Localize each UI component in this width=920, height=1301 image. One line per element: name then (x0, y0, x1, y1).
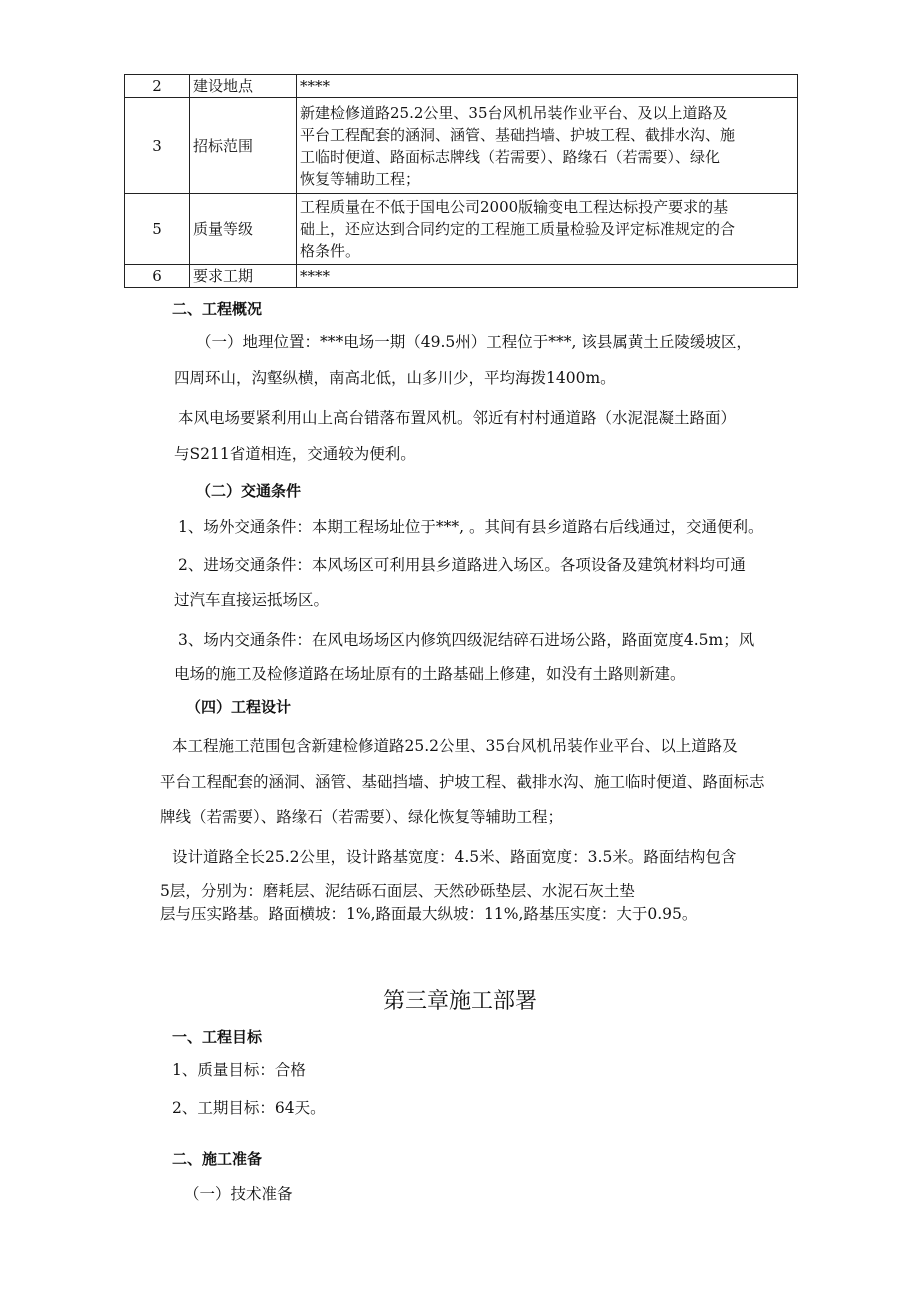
row-content: **** (297, 75, 798, 98)
paragraph-line: （一）地理位置：***电场一期（49.5州）工程位于***, 该县属黄土丘陵缓坡区， (196, 333, 752, 351)
paragraph-line: 2、进场交通条件：本风场区可利用县乡道路进入场区。各项设备及建筑材料均可通 (178, 556, 746, 574)
paragraph-line: 本工程施工范围包含新建检修道路25.2公里、35台风机吊装作业平台、以上道路及 (172, 737, 738, 755)
section-heading: 二、工程概况 (172, 300, 263, 318)
subsection-heading: （四）工程设计 (186, 698, 292, 716)
row-number: 5 (125, 194, 190, 265)
paragraph-line: 层与压实路基。路面横坡：1%,路面最大纵坡：11%,路基压实度：大于0.95。 (160, 905, 698, 923)
paragraph-line: 平台工程配套的涵洞、涵管、基础挡墙、护坡工程、截排水沟、施工临时便道、路面标志 (160, 773, 765, 791)
section-heading: 二、施工准备 (172, 1150, 263, 1168)
row-item: 要求工期 (190, 265, 297, 288)
paragraph-line: 1、场外交通条件：本期工程场址位于***, 。其间有县乡道路右后线通过，交通便利。 (178, 518, 764, 536)
row-number: 6 (125, 265, 190, 288)
project-info-table (124, 74, 798, 288)
paragraph-line: 2、工期目标：64天。 (172, 1099, 326, 1117)
row-number: 3 (125, 98, 190, 194)
row-item: 质量等级 (190, 194, 297, 265)
table-row (125, 194, 798, 265)
section-heading: 一、工程目标 (172, 1028, 263, 1046)
subsection-heading: （二）交通条件 (196, 482, 302, 500)
paragraph-line: 1、质量目标：合格 (172, 1061, 306, 1079)
row-content: **** (297, 265, 798, 288)
paragraph-line: 电场的施工及检修道路在场址原有的土路基础上修建，如没有土路则新建。 (174, 665, 686, 683)
row-content: 新建检修道路25.2公里、35台风机吊装作业平台、及以上道路及 平台工程配套的涵洞、涵管、基础挡墙、护坡工程、截排水沟、施 工临时便道、路面标志牌线（若需要）、路缘石（若需要）、绿化 恢复等辅助工程； (297, 98, 798, 194)
paragraph-line: 过汽车直接运抵场区。 (174, 591, 330, 609)
row-content: 工程质量在不低于国电公司2000版输变电工程达标投产要求的基 础上，还应达到合同约定的工程施工质量检验及评定标准规定的合 格条件。 (297, 194, 798, 265)
paragraph-line: 5层，分别为：磨耗层、泥结砾石面层、天然砂砾垫层、水泥石灰土垫 (160, 882, 635, 900)
paragraph-line: 设计道路全长25.2公里，设计路基宽度：4.5米、路面宽度：3.5米。路面结构包含 (172, 848, 737, 866)
paragraph-line: 3、场内交通条件：在风电场场区内修筑四级泥结碎石进场公路，路面宽度4.5m；风 (178, 631, 755, 649)
row-number: 2 (125, 75, 190, 98)
table-row (125, 98, 798, 194)
row-item: 招标范围 (190, 98, 297, 194)
table-row (125, 75, 798, 98)
row-item: 建设地点 (190, 75, 297, 98)
paragraph-line: 本风电场要紧利用山上高台错落布置风机。邻近有村村通道路（水泥混凝土路面） (178, 409, 737, 427)
paragraph-line: 牌线（若需要）、路缘石（若需要）、绿化恢复等辅助工程； (160, 808, 564, 826)
paragraph-line: 与S211省道相连，交通较为便利。 (174, 445, 416, 463)
paragraph-line: 四周环山，沟壑纵横，南高北低，山多川少，平均海拨1400m。 (174, 369, 616, 387)
paragraph-line: （一）技术准备 (184, 1185, 293, 1203)
chapter-title: 第三章施工部署 (382, 989, 537, 1014)
table-row (125, 265, 798, 288)
